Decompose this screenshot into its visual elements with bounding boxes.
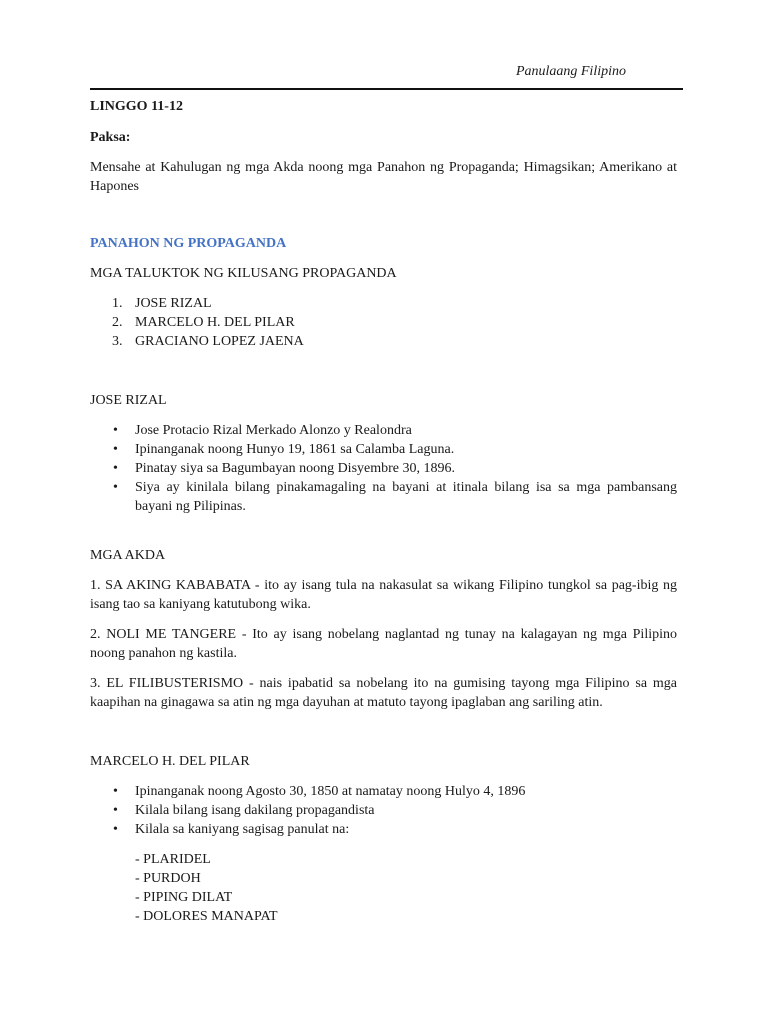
- rizal-heading: JOSE RIZAL: [90, 393, 167, 408]
- week-label: LINGGO 11-12: [90, 99, 183, 114]
- section-title: PANAHON NG PROPAGANDA: [90, 236, 287, 251]
- header-title: Panulaang Filipino: [515, 64, 626, 79]
- topic-text: Mensahe at Kahulugan ng mga Akda noong mga Panahon ng Propaganda; Himagsikan; Amerikano at Hapones: [90, 160, 677, 194]
- rizal-bullets: [90, 421, 677, 516]
- list-item: • Kilala bilang isang dakilang propagandista: [113, 803, 375, 818]
- pen-names-list: [90, 850, 677, 926]
- list-item: 1. JOSE RIZAL: [112, 296, 212, 311]
- leaders-heading: MGA TALUKTOK NG KILUSANG PROPAGANDA: [90, 266, 397, 281]
- bullet-icon: •: [113, 803, 118, 818]
- work-item: 2. NOLI ME TANGERE - Ito ay isang nobelang naglantad ng tunay na kalagayan ng mga Pilipino noong panahon ng kastila.: [90, 627, 677, 661]
- delpilar-heading: MARCELO H. DEL PILAR: [90, 754, 250, 769]
- bullet-icon: •: [113, 822, 118, 837]
- list-item: 2. MARCELO H. DEL PILAR: [112, 315, 295, 330]
- topic-label: Paksa:: [90, 130, 131, 145]
- list-item: • Siya ay kinilala bilang pinakamagaling na bayani at itinala bilang isa sa mga pambansang bayani ng Pilipinas.: [113, 480, 677, 514]
- leaders-list: [90, 294, 677, 351]
- list-item: • Pinatay siya sa Bagumbayan noong Disyembre 30, 1896.: [113, 461, 456, 476]
- page-header: [90, 62, 683, 90]
- bullet-icon: •: [113, 461, 118, 476]
- works-heading: MGA AKDA: [90, 548, 166, 563]
- delpilar-bullets: [90, 782, 677, 839]
- list-item: • Ipinanganak noong Hunyo 19, 1861 sa Calamba Laguna.: [113, 442, 455, 457]
- pen-name: - PLARIDEL: [135, 852, 211, 867]
- pen-name: - PIPING DILAT: [135, 890, 233, 905]
- list-item: • Kilala sa kaniyang sagisag panulat na:: [113, 822, 350, 837]
- pen-name: - DOLORES MANAPAT: [135, 909, 278, 924]
- page-content: [90, 97, 677, 926]
- list-item: 3. GRACIANO LOPEZ JAENA: [112, 334, 304, 349]
- bullet-icon: •: [113, 784, 118, 799]
- list-item: • Ipinanganak noong Agosto 30, 1850 at namatay noong Hulyo 4, 1896: [113, 784, 526, 799]
- pen-name: - PURDOH: [135, 871, 201, 886]
- list-item: • Jose Protacio Rizal Merkado Alonzo y Realondra: [113, 423, 412, 438]
- bullet-icon: •: [113, 442, 118, 457]
- bullet-icon: •: [113, 423, 118, 438]
- bullet-icon: •: [113, 480, 118, 495]
- work-item: 1. SA AKING KABABATA - ito ay isang tula na nakasulat sa wikang Filipino tungkol sa pag-ibig ng isang tao sa kaniyang katutubong wika.: [90, 578, 677, 612]
- work-item: 3. EL FILIBUSTERISMO - nais ipabatid sa nobelang ito na gumising tayong mga Filipino sa mga kaapihan na ginagawa sa atin ng mga dayuhan at matuto tayong ipaglaban ang sariling atin.: [90, 676, 677, 710]
